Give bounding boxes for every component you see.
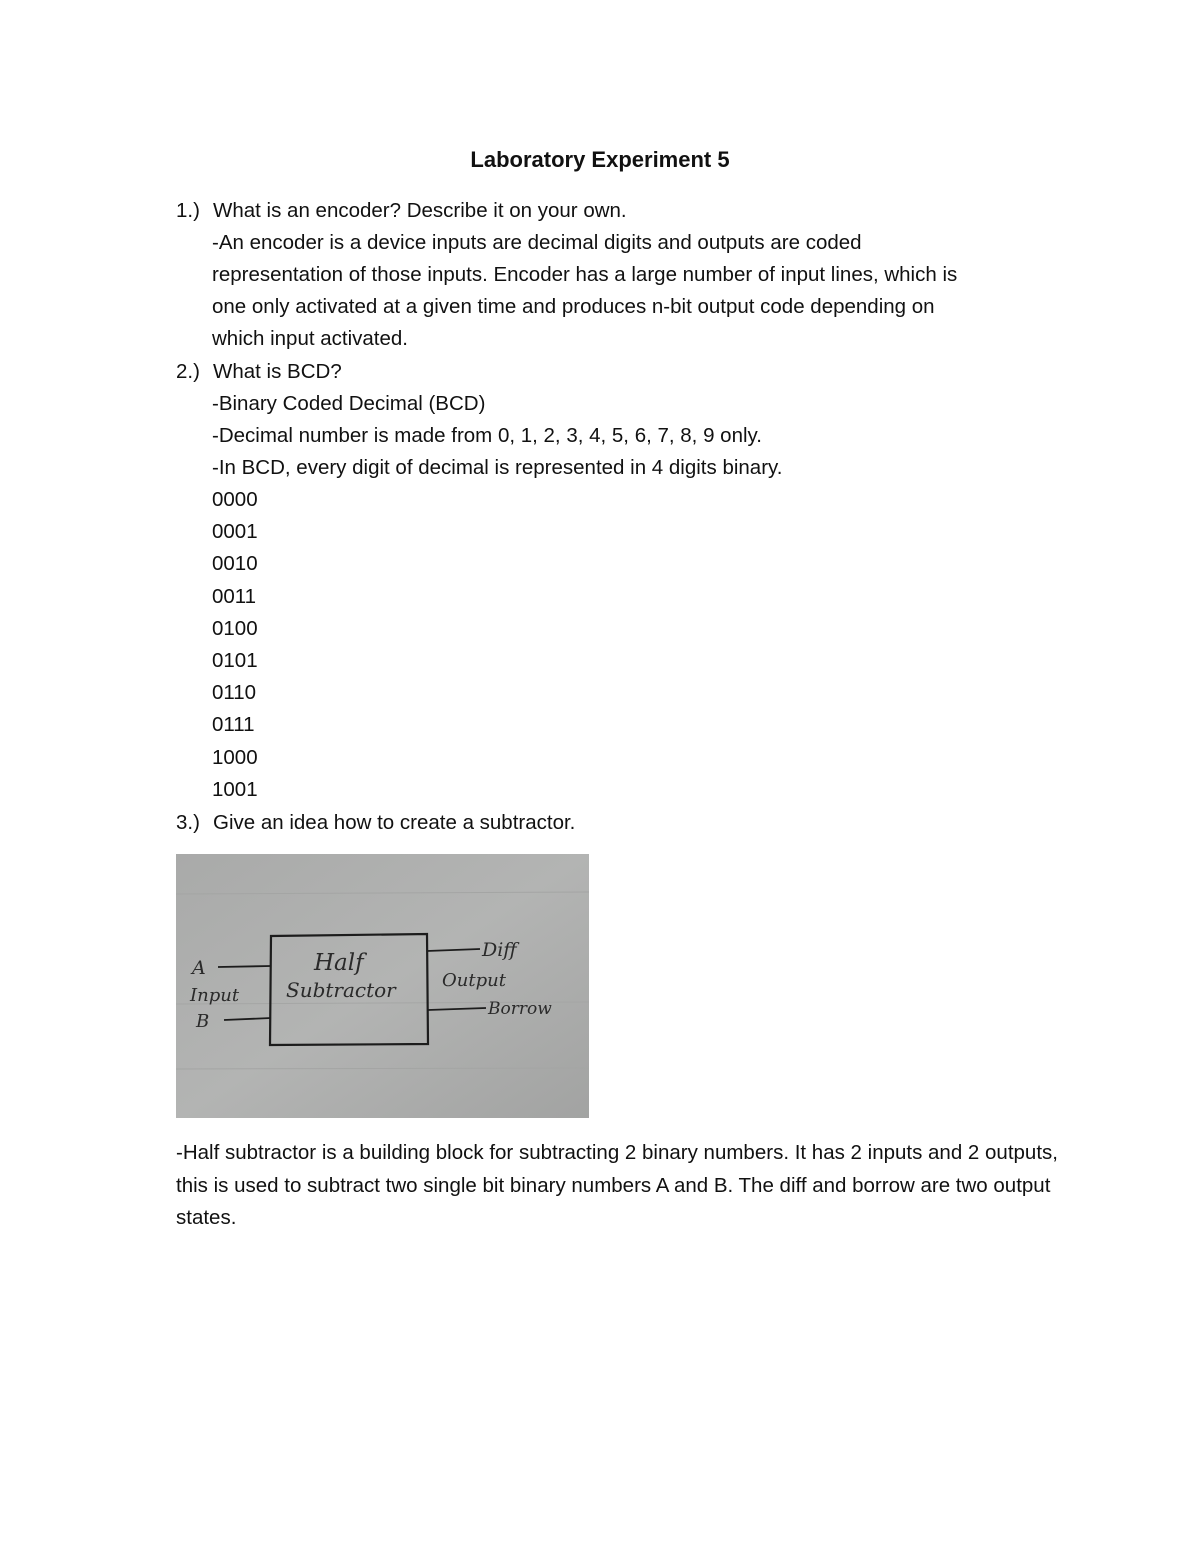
- answer-1-line: -An encoder is a device inputs are decimal digits and outputs are coded: [212, 231, 862, 254]
- question-1-text: What is an encoder? Describe it on your own.: [213, 199, 627, 222]
- bcd-code: 0001: [212, 520, 258, 543]
- input-a-label: A: [192, 957, 206, 979]
- input-label: Input: [190, 985, 240, 1006]
- bcd-code: 1000: [212, 746, 258, 769]
- answer-3-paragraph: -Half subtractor is a building block for subtracting 2 binary numbers. It has 2 inputs and 2 outputs, this is used to subtract two single bit binary numbers A and B. The diff and borrow are two output states.: [176, 1141, 1058, 1229]
- output-label: Output: [442, 970, 506, 991]
- answer-1-line: which input activated.: [212, 327, 409, 350]
- answer-1-line: one only activated at a given time and produces n-bit output code depending on: [212, 295, 935, 318]
- block-label-half: Half: [314, 950, 364, 976]
- question-1-number: 1.): [176, 199, 200, 222]
- bcd-code: 0000: [212, 488, 258, 511]
- bcd-code: 0010: [212, 552, 258, 575]
- question-3-number: 3.): [176, 811, 200, 834]
- input-a-line: [218, 966, 271, 967]
- block-label-subtractor: Subtractor: [286, 978, 396, 1002]
- question-3-text: Give an idea how to create a subtractor.: [213, 811, 576, 834]
- question-2-number: 2.): [176, 360, 200, 383]
- bcd-code: 0111: [212, 713, 255, 736]
- answer-2-line: -In BCD, every digit of decimal is represented in 4 digits binary.: [212, 456, 783, 479]
- diff-label: Diff: [482, 939, 517, 961]
- bcd-code: 0011: [212, 585, 257, 608]
- borrow-label: Borrow: [488, 999, 552, 1019]
- bcd-code: 0110: [212, 681, 257, 704]
- page-title: Laboratory Experiment 5: [470, 147, 730, 172]
- answer-2-line: -Binary Coded Decimal (BCD): [212, 392, 486, 415]
- bcd-code: 0100: [212, 617, 258, 640]
- bcd-code: 0101: [212, 649, 258, 672]
- half-subtractor-sketch-photo: [176, 854, 589, 1118]
- question-2-text: What is BCD?: [213, 360, 342, 383]
- half-subtractor-diagram: [176, 854, 589, 1118]
- bcd-code: 1001: [212, 778, 258, 801]
- answer-2-line: -Decimal number is made from 0, 1, 2, 3, 4, 5, 6, 7, 8, 9 only.: [212, 424, 762, 447]
- answer-1-line: representation of those inputs. Encoder has a large number of input lines, which is: [212, 263, 958, 286]
- input-b-label: B: [196, 1011, 210, 1032]
